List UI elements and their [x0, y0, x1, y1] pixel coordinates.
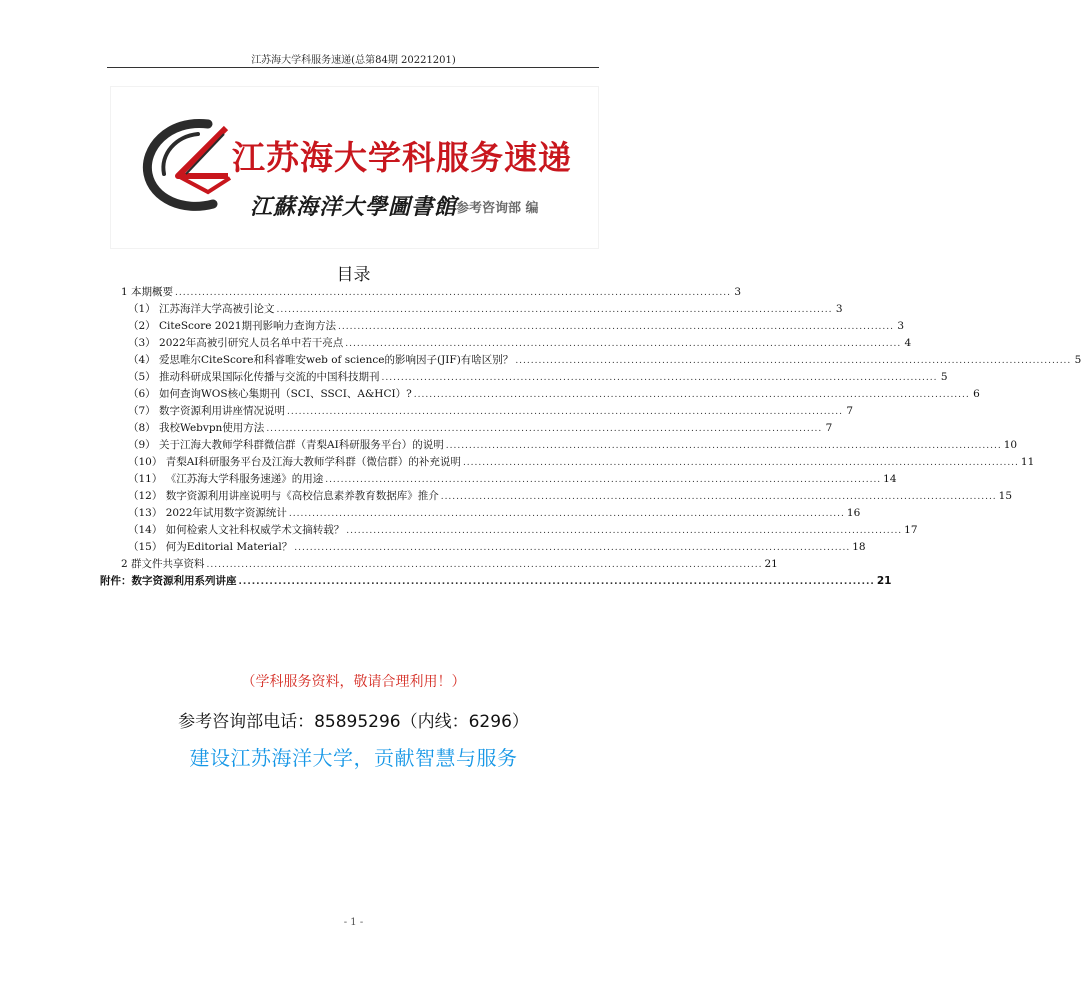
toc-leader-dots: ................................................................................................................................................: [266, 424, 823, 434]
toc-entry[interactable]: [128, 352, 1081, 369]
toc-entry-text: （3） 2022年高被引研究人员名单中若干亮点: [128, 337, 344, 349]
toc-leader-dots: ................................................................................................................................................: [346, 526, 903, 536]
toc-entry[interactable]: [128, 522, 918, 539]
toc-entry-text: （6） 如何查询WOS核心集期刊（SCI、SSCI、A&HCI）?: [128, 388, 412, 400]
toc-entry-text: 2 群文件共享资料: [121, 558, 205, 570]
banner-editor: 参考咨询部 编: [456, 201, 539, 216]
toc-leader-dots: ................................................................................................................................................: [413, 390, 970, 400]
toc-entry[interactable]: [128, 454, 1035, 471]
toc-entry[interactable]: [128, 505, 861, 522]
toc-entry-page: 10: [1003, 439, 1018, 451]
toc-entry-page: 21: [876, 575, 892, 587]
toc-entry-page: 5: [1074, 354, 1081, 366]
toc-entry-page: 16: [846, 507, 861, 519]
header-rule: [107, 67, 599, 68]
toc-entry[interactable]: [128, 488, 1013, 505]
running-header: 江苏海大学科服务速递(总第84期 20221201): [251, 55, 456, 66]
toc-entry[interactable]: [128, 335, 912, 352]
toc-entry-page: 17: [904, 524, 918, 536]
toc-leader-dots: ................................................................................................................................................: [238, 577, 875, 587]
toc-leader-dots: ................................................................................................................................................: [287, 407, 843, 417]
toc-entry-appendix[interactable]: [100, 573, 892, 590]
toc-entry-page: 21: [764, 558, 778, 570]
toc-entry-text: （5） 推动科研成果国际化传播与交流的中国科技期刊: [128, 371, 380, 383]
toc-entry-text: 1 本期概要: [121, 286, 174, 298]
toc-entry-text: （14） 如何检索人文社科权威学术文摘转载？: [128, 524, 345, 536]
toc-entry-page: 3: [835, 303, 843, 315]
toc-entry-page: 11: [1020, 456, 1035, 468]
toc-entry[interactable]: [128, 471, 897, 488]
toc-entry-text: （13） 2022年试用数字资源统计: [128, 507, 287, 519]
library-calligraphy: 江蘇海洋大學圖書館: [250, 194, 458, 220]
slogan: 建设江苏海洋大学，贡献智慧与服务: [189, 746, 518, 770]
toc-entry[interactable]: [128, 403, 853, 420]
toc-entry-page: 14: [883, 473, 897, 485]
toc-entry[interactable]: [128, 420, 833, 437]
toc-entry-text: （12） 数字资源利用讲座说明与《高校信息素养教育数据库》推介: [128, 490, 439, 502]
toc-entry-page: 3: [734, 286, 741, 298]
toc-leader-dots: ................................................................................................................................................: [294, 543, 851, 553]
toc-entry[interactable]: [128, 369, 948, 386]
toc-entry-page: 7: [846, 405, 853, 417]
toc-entry-text: （9） 关于江海大教师学科群微信群（青梨AI科研服务平台）的说明: [128, 439, 444, 451]
toc-entry-text: （10） 青梨AI科研服务平台及江海大教师学科群（微信群）的补充说明: [128, 456, 461, 468]
toc-entry-text: （7） 数字资源利用讲座情况说明: [128, 405, 286, 417]
toc-leader-dots: ................................................................................................................................................: [338, 322, 894, 332]
toc-entry[interactable]: [128, 318, 904, 335]
toc-entry-text: （15） 何为Editorial Material？: [128, 541, 293, 553]
toc-entry[interactable]: [128, 437, 1018, 454]
toc-leader-dots: ................................................................................................................................................: [288, 509, 845, 519]
toc-entry-page: 18: [852, 541, 866, 553]
toc-entry-text: （1） 江苏海洋大学高被引论文: [128, 303, 275, 315]
toc-entry-page: 15: [998, 490, 1013, 502]
toc-entry[interactable]: [128, 386, 980, 403]
toc-leader-dots: ................................................................................................................................................: [345, 339, 902, 349]
toc-entry[interactable]: [128, 301, 843, 318]
toc-leader-dots: ................................................................................................................................................: [206, 560, 763, 570]
toc-entry-page: 6: [973, 388, 980, 400]
contact-phone: 参考咨询部电话：85895296（内线：6296）: [178, 712, 529, 732]
toc-leader-dots: ................................................................................................................................................: [325, 475, 882, 485]
page-number: - 1 -: [343, 917, 364, 928]
toc-heading: 目录: [336, 265, 371, 285]
toc-entry[interactable]: [121, 556, 778, 573]
banner: [110, 86, 599, 249]
toc-leader-dots: ................................................................................................................................................: [175, 288, 731, 298]
toc-entry-text: （4） 爱思唯尔CiteScore和科睿唯安web of science的影响因子(JIF)有啥区别？: [128, 354, 514, 366]
toc-entry-page: 7: [825, 422, 833, 434]
toc-entry-page: 4: [904, 337, 912, 349]
toc-entry-page: 3: [897, 320, 904, 332]
toc-leader-dots: ................................................................................................................................................: [515, 356, 1072, 366]
toc-entry-text: 附件：数字资源利用系列讲座: [100, 575, 237, 587]
toc-entry-text: （11） 《江苏海大学科服务速递》的用途: [128, 473, 324, 485]
banner-title: 江苏海大学科服务速递: [232, 138, 572, 177]
toc-leader-dots: ................................................................................................................................................: [381, 373, 938, 383]
toc-leader-dots: ................................................................................................................................................: [462, 458, 1019, 468]
toc-entry[interactable]: [128, 539, 866, 556]
toc-entry-page: 5: [940, 371, 948, 383]
toc-entry-text: （8） 我校Webvpn使用方法: [128, 422, 265, 434]
usage-note: （学科服务资料，敬请合理利用！）: [241, 674, 466, 690]
toc-leader-dots: ................................................................................................................................................: [440, 492, 997, 502]
toc-entry-text: （2） CiteScore 2021期刊影响力查询方法: [128, 320, 337, 332]
toc-entry[interactable]: [121, 284, 741, 301]
toc-leader-dots: ................................................................................................................................................: [276, 305, 833, 315]
toc-leader-dots: ................................................................................................................................................: [445, 441, 1002, 451]
